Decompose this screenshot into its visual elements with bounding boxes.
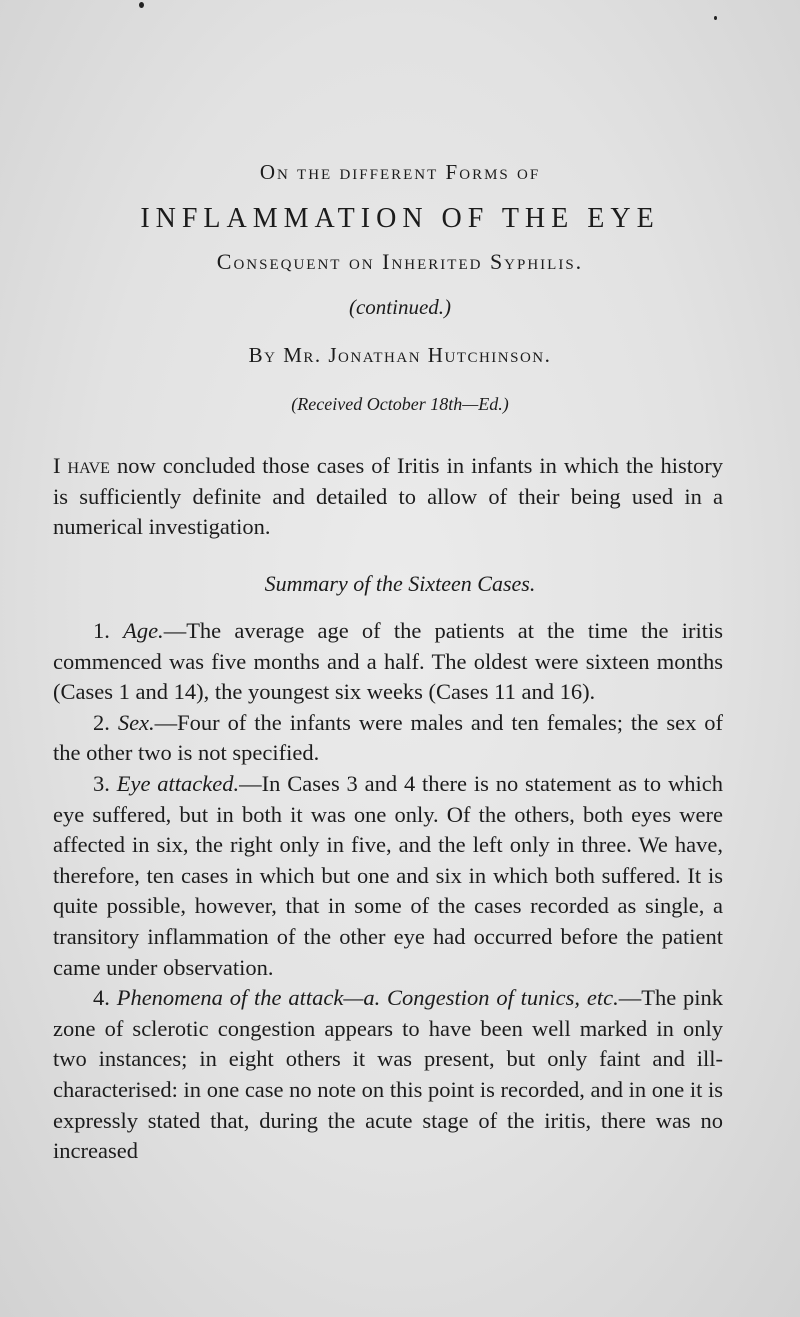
continued-note: (continued.) — [348, 295, 452, 319]
item-heading: Eye attacked. — [116, 770, 240, 796]
item-text: —The pink zone of sclerotic congestion appears to have been well marked in only two instances; in eight others it was present, but only faint and ill-characterised: in one case no note on this point is recorded, and in one it is expressly stated that, during the acute stage of the iritis, there was no increased — [53, 985, 724, 1164]
item-heading: Age. — [123, 618, 164, 643]
title-main: INFLAMMATION OF THE EYE — [140, 203, 660, 234]
item-number: 4. — [93, 985, 117, 1011]
item-heading: Phenomena of the attack—a. Congestion of tunics, etc. — [116, 985, 619, 1011]
item-number: 1. — [93, 618, 124, 643]
intro-lead: I have — [53, 453, 110, 478]
section-heading: Summary of the Sixteen Cases. — [264, 571, 536, 596]
title-line-forms: On the different Forms of — [259, 160, 541, 184]
summary-item-age — [53, 616, 723, 708]
intro-text: now concluded those cases of Iritis in infants in which the history is sufficiently definite and detailed to allow of their being used in a numerical investigation. — [53, 453, 723, 540]
title-subtitle: Consequent on Inherited Syphilis. — [216, 249, 584, 274]
item-number: 2. — [93, 709, 118, 735]
received-note: (Received October 18th—Ed.) — [291, 394, 509, 414]
summary-item-phenomena — [53, 983, 723, 1167]
summary-item-sex — [53, 708, 723, 769]
author-line: By Mr. Jonathan Hutchinson. — [248, 343, 552, 367]
item-heading: Sex. — [117, 709, 155, 735]
item-text: —The average age of the patients at the time the iritis commenced was five months and a half. The oldest were sixteen months (Cases 1 and 14), the youngest six weeks (Cases 11 and 16). — [53, 618, 723, 705]
item-number: 3. — [93, 770, 117, 796]
intro-paragraph — [53, 451, 723, 543]
summary-item-eye-attacked — [53, 769, 723, 983]
summary-items — [53, 616, 723, 1167]
item-text: —In Cases 3 and 4 there is no statement as to which eye suffered, but in both it was one only. Of the others, both eyes were affected in six, the right only in five, and the left only in three. We have, therefore, ten cases in which but one and six in which both suffered. It is quite possible, however, that in some of the cases recorded as single, a transitory inflammation of the other eye had occurred before the patient came under observation. — [53, 770, 724, 980]
item-text: —Four of the infants were males and ten females; the sex of the other two is not specified. — [53, 709, 723, 766]
